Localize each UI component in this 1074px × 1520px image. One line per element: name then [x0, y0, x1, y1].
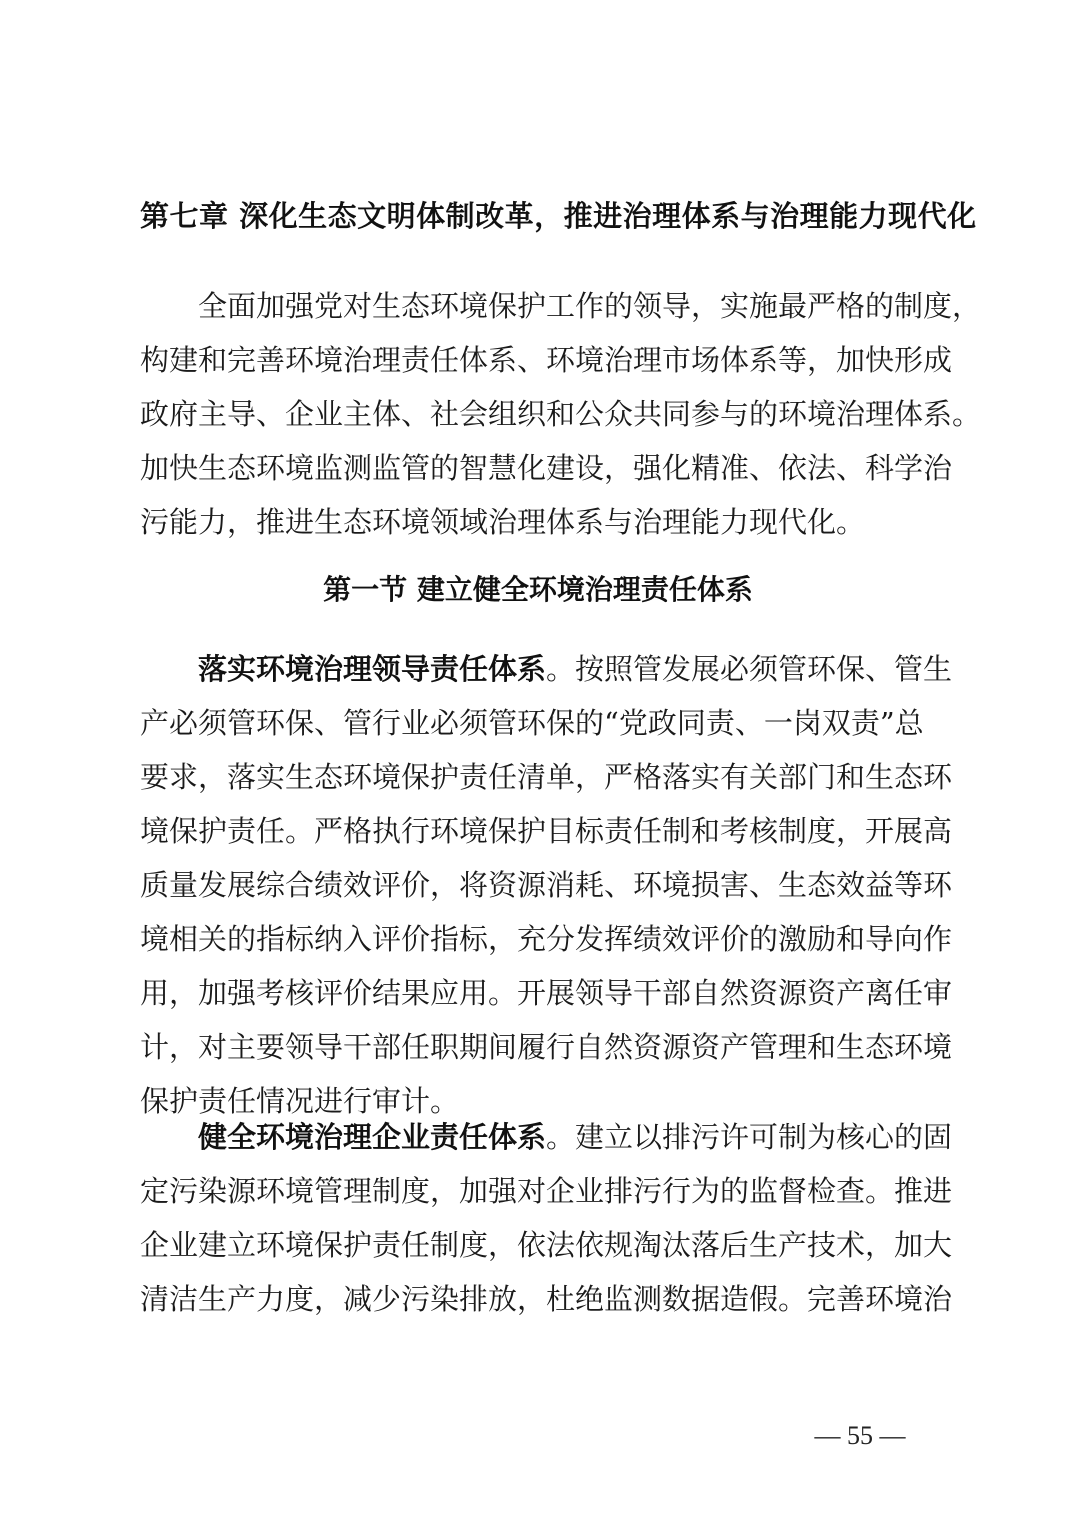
paragraph-first-line — [140, 1110, 953, 1164]
paragraph-lead-heading: 健全环境治理企业责任体系 — [198, 1120, 547, 1154]
chapter-title: 第七章 深化生态文明体制改革，推进治理体系与治理能力现代化 — [140, 199, 977, 233]
paragraph-line: 境保护责任。严格执行环境保护目标责任制和考核制度，开展高 — [140, 814, 953, 848]
paragraph-line: 企业建立环境保护责任制度，依法依规淘汰落后生产技术，加大 — [140, 1228, 953, 1262]
page-number: — 55 — — [814, 1421, 906, 1450]
paragraph-line: 保护责任情况进行审计。 — [140, 1084, 460, 1118]
leadership-responsibility-paragraph — [140, 642, 953, 1128]
paragraph-lead-heading: 落实环境治理领导责任体系 — [198, 652, 547, 686]
paragraph-line: 清洁生产力度，减少污染排放，杜绝监测数据造假。完善环境治 — [140, 1282, 953, 1316]
intro-line: 加快生态环境监测监管的智慧化建设，强化精准、依法、科学治 — [140, 451, 953, 485]
paragraph-line: 用，加强考核评价结果应用。开展领导干部自然资源资产离任审 — [140, 976, 953, 1010]
section-title: 第一节 建立健全环境治理责任体系 — [323, 573, 753, 606]
paragraph-line: 要求，落实生态环境保护责任清单，严格落实有关部门和生态环 — [140, 760, 953, 794]
intro-line: 政府主导、企业主体、社会组织和公众共同参与的环境治理体系。 — [140, 397, 982, 431]
paragraph-first-line — [140, 642, 953, 696]
intro-line: 污能力，推进生态环境领域治理体系与治理能力现代化。 — [140, 505, 866, 539]
intro-line: 构建和完善环境治理责任体系、环境治理市场体系等，加快形成 — [140, 343, 953, 377]
intro-paragraph — [140, 279, 982, 549]
paragraph-line: 质量发展综合绩效评价，将资源消耗、环境损害、生态效益等环 — [140, 868, 953, 902]
paragraph-line: 产必须管环保、管行业必须管环保的“党政同责、一岗双责”总 — [140, 706, 924, 740]
paragraph-line: 境相关的指标纳入评价指标，充分发挥绩效评价的激励和导向作 — [140, 922, 953, 956]
paragraph-first-line-text: 。按照管发展必须管环保、管生 — [546, 652, 953, 686]
paragraph-first-line-text: 。建立以排污许可制为核心的固 — [546, 1120, 953, 1154]
intro-line: 全面加强党对生态环境保护工作的领导，实施最严格的制度， — [198, 289, 982, 323]
paragraph-line: 定污染源环境管理制度，加强对企业排污行为的监督检查。推进 — [140, 1174, 953, 1208]
enterprise-responsibility-paragraph — [140, 1110, 953, 1326]
paragraph-line: 计，对主要领导干部任职期间履行自然资源资产管理和生态环境 — [140, 1030, 953, 1064]
